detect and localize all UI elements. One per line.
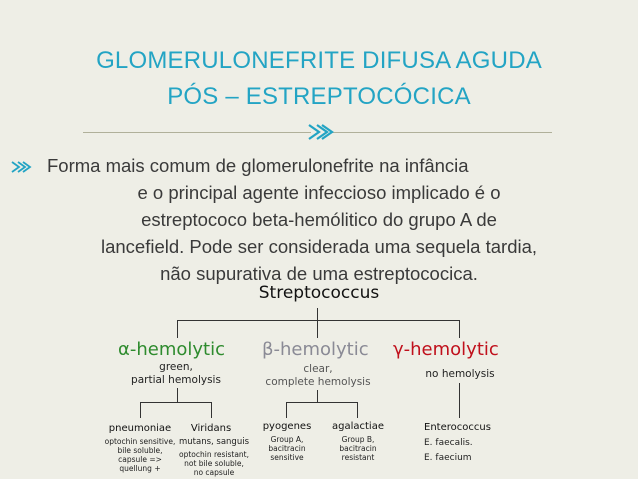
connector-viridans bbox=[211, 402, 212, 418]
ornament-icon bbox=[306, 121, 334, 143]
pneumoniae-desc-1: optochin sensitive, bbox=[104, 437, 176, 446]
alpha-desc-2: partial hemolysis bbox=[131, 374, 221, 386]
pneumoniae-desc-4: quellung + bbox=[119, 464, 161, 473]
beta-desc-2: complete hemolysis bbox=[265, 376, 371, 388]
connector-horizontal bbox=[177, 320, 460, 321]
connector-beta-horizontal bbox=[286, 402, 358, 403]
paragraph-line5: não supurativa de uma estreptococica. bbox=[160, 263, 478, 284]
pyogenes-desc-1: Group A, bbox=[270, 435, 304, 444]
viridans-desc-1: mutans, sanguis bbox=[178, 437, 250, 447]
diagram-root-label: Streptococcus bbox=[258, 283, 380, 303]
bullet-icon bbox=[10, 160, 40, 174]
slide-title-line2: PÓS – ESTREPTOCÓCICA bbox=[167, 83, 471, 110]
pneumoniae-desc-3: capsule => bbox=[118, 455, 162, 464]
divider-left bbox=[83, 132, 311, 133]
connector-alpha-down bbox=[177, 388, 178, 402]
pyogenes-label: pyogenes bbox=[262, 421, 312, 432]
gamma-hemolytic-label: γ-hemolytic bbox=[393, 339, 499, 360]
connector-root bbox=[317, 308, 318, 320]
alpha-desc-1: green, bbox=[159, 361, 193, 373]
agalactiae-desc-1: Group B, bbox=[341, 435, 375, 444]
alpha-hemolytic-label: α-hemolytic bbox=[118, 339, 225, 360]
agalactiae-desc-2: bacitracin resistant bbox=[339, 444, 377, 462]
paragraph-line2: e o principal agente infeccioso implicado é o bbox=[137, 182, 501, 203]
viridans-desc-4: no capsule bbox=[193, 468, 235, 477]
connector-gamma-down bbox=[459, 383, 460, 418]
connector-beta-down bbox=[317, 390, 318, 402]
paragraph-line1: Forma mais comum de glomerulonefrite na infância bbox=[47, 155, 469, 176]
connector-pneumoniae bbox=[140, 402, 141, 418]
connector-pyogenes bbox=[286, 402, 287, 418]
beta-hemolytic-label: β-hemolytic bbox=[262, 339, 369, 360]
paragraph-line4: lancefield. Pode ser considerada uma sequela tardia, bbox=[100, 236, 538, 257]
pneumoniae-desc-2: bile soluble, bbox=[117, 446, 163, 455]
viridans-label: Viridans bbox=[190, 423, 232, 434]
paragraph-line3: estreptococo beta-hemólitico do grupo A de bbox=[141, 209, 497, 230]
connector-beta bbox=[317, 320, 318, 338]
connector-alpha-horizontal bbox=[140, 402, 212, 403]
pyogenes-desc-2: bacitracin sensitive bbox=[268, 444, 306, 462]
connector-alpha bbox=[177, 320, 178, 338]
enterococcus-desc-2: E. faecium bbox=[424, 453, 472, 463]
beta-desc-1: clear, bbox=[303, 363, 333, 375]
slide-title-line1: GLOMERULONEFRITE DIFUSA AGUDA bbox=[96, 47, 542, 74]
viridans-desc-2: optochin resistant, bbox=[178, 450, 250, 459]
connector-gamma bbox=[459, 320, 460, 338]
divider-right bbox=[332, 132, 552, 133]
connector-agalactiae bbox=[357, 402, 358, 418]
viridans-desc-3: not bile soluble, bbox=[184, 459, 244, 468]
pneumoniae-label: pneumoniae bbox=[108, 423, 172, 434]
gamma-desc-1: no hemolysis bbox=[425, 368, 495, 380]
enterococcus-label: Enterococcus bbox=[424, 422, 491, 433]
agalactiae-label: agalactiae bbox=[332, 421, 384, 432]
enterococcus-desc-1: E. faecalis. bbox=[424, 438, 473, 448]
